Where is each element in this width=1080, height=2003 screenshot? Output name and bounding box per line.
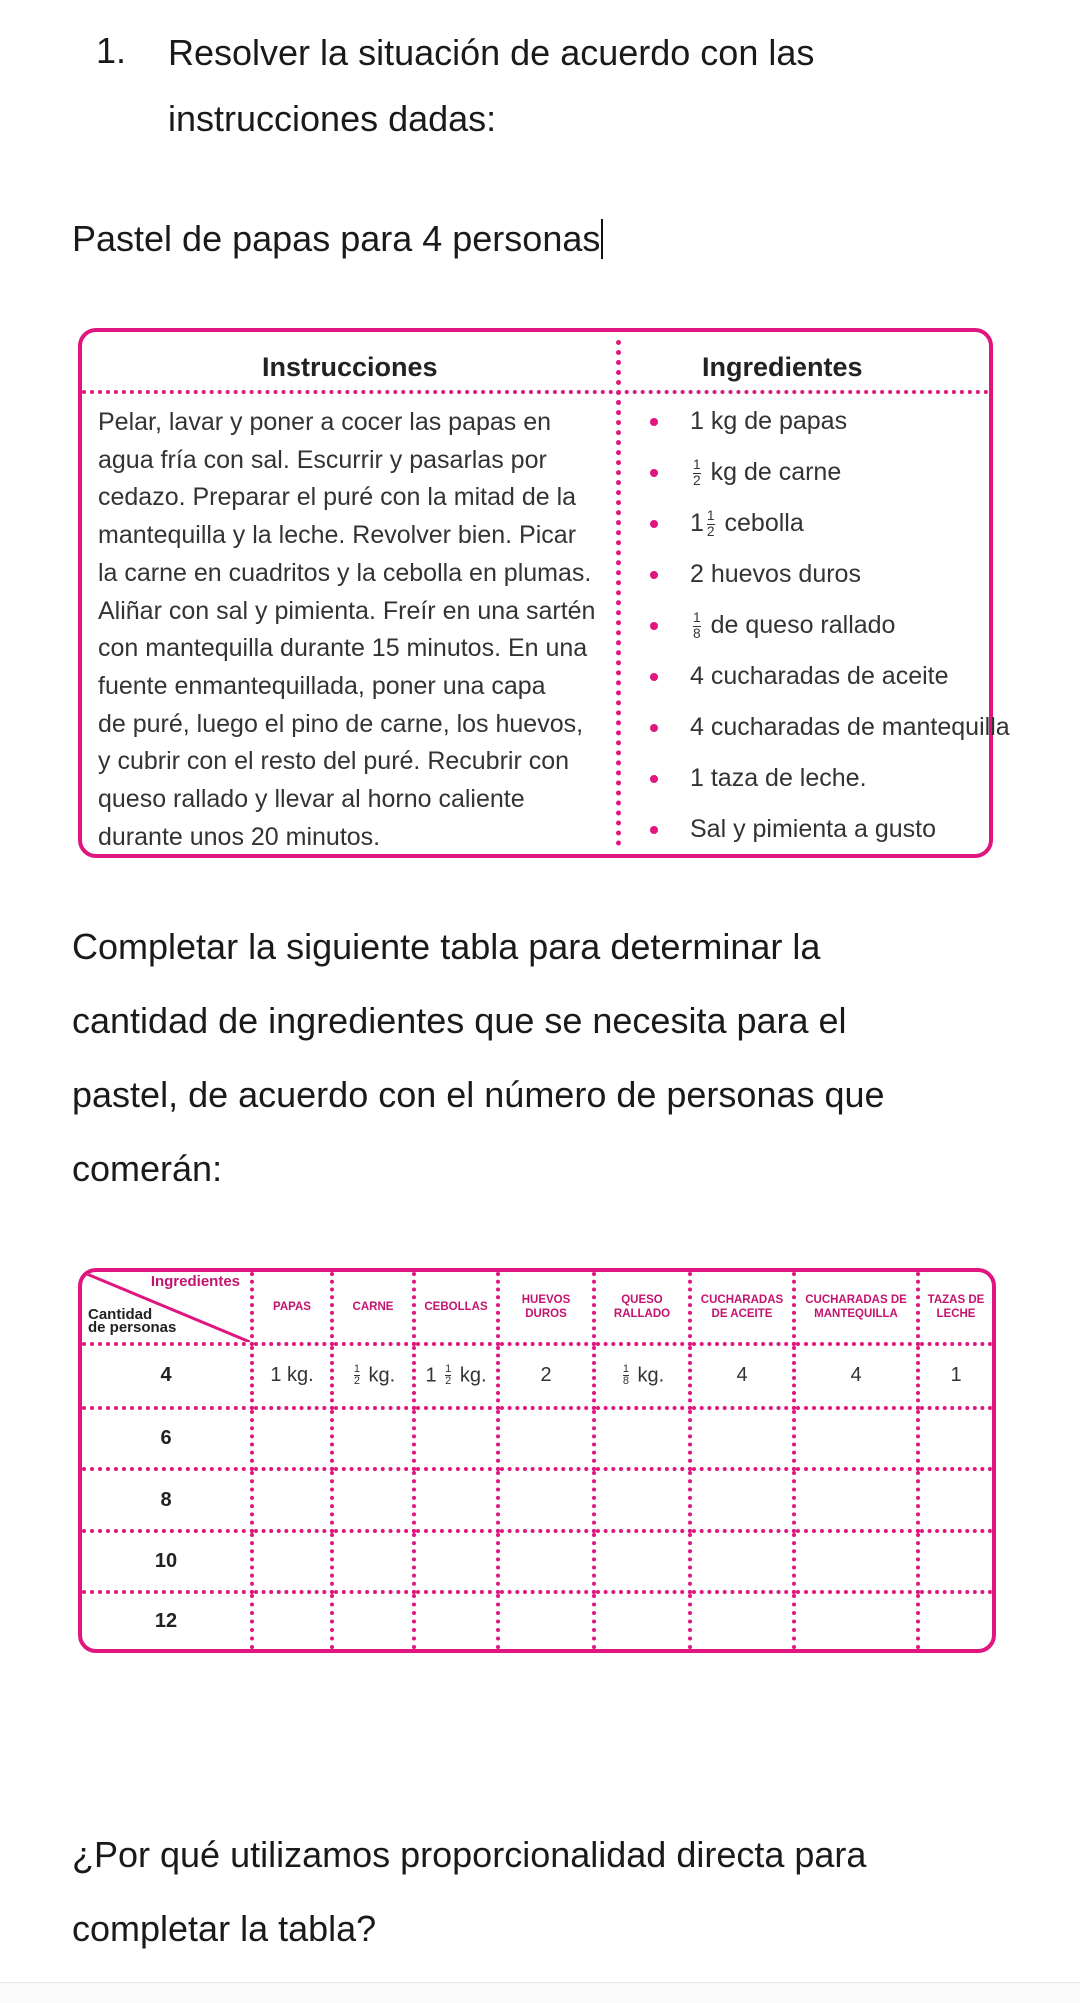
value-text: 2 huevos duros <box>690 560 861 588</box>
fraction-denominator: 8 <box>693 625 701 641</box>
value-text: 1 kg. <box>270 1364 314 1387</box>
fraction-denominator: 2 <box>445 1375 452 1388</box>
empty-answer-cell[interactable] <box>498 1408 594 1469</box>
people-count-cell: 6 <box>82 1408 252 1469</box>
value-unit: kg. <box>454 1364 487 1387</box>
paragraph-line: comerán: <box>72 1148 223 1189</box>
corner-ingredients-label: Ingredientes <box>150 1273 240 1290</box>
quantity-cell <box>332 1344 414 1408</box>
value-unit: kg. <box>362 1364 396 1387</box>
fraction-numerator: 1 <box>353 1362 360 1375</box>
value-text: 1 taza de leche. <box>690 764 867 792</box>
empty-answer-cell[interactable] <box>918 1531 992 1592</box>
value-unit: kg de carne <box>703 458 842 486</box>
table-corner-cell <box>82 1272 252 1344</box>
empty-answer-cell[interactable] <box>414 1531 498 1592</box>
empty-answer-cell[interactable] <box>690 1531 794 1592</box>
empty-answer-cell[interactable] <box>594 1592 690 1649</box>
ingredient-item <box>642 804 1010 855</box>
empty-answer-cell[interactable] <box>690 1408 794 1469</box>
instruction-line: Aliñar con sal y pimienta. Freír en una sartén <box>98 596 596 625</box>
recipe-title-text: Pastel de papas para 4 personas <box>72 218 601 259</box>
empty-answer-cell[interactable] <box>498 1469 594 1530</box>
empty-answer-cell[interactable] <box>414 1469 498 1530</box>
people-count-cell: 12 <box>82 1592 252 1649</box>
empty-answer-cell[interactable] <box>332 1592 414 1649</box>
quantity-cell <box>252 1344 332 1408</box>
ingredient-item <box>642 549 1010 600</box>
fraction <box>623 1364 629 1388</box>
page-bottom-edge <box>0 1982 1080 2003</box>
instruction-line: agua fría con sal. Escurrir y pasarlas por <box>98 445 547 474</box>
fraction-numerator: 1 <box>706 508 715 524</box>
people-count-cell: 10 <box>82 1531 252 1592</box>
value-text: 1 kg de papas <box>690 407 848 435</box>
value-unit: kg. <box>631 1364 665 1387</box>
empty-answer-cell[interactable] <box>918 1408 992 1469</box>
fraction <box>354 1364 360 1388</box>
column-header-line: CUCHARADAS <box>700 1294 784 1306</box>
empty-answer-cell[interactable] <box>794 1469 918 1530</box>
empty-answer-cell[interactable] <box>918 1469 992 1530</box>
column-header-line: TAZAS DE <box>927 1294 985 1306</box>
ingredient-item <box>642 753 1010 804</box>
quantity-cell <box>414 1344 498 1408</box>
column-header-line: LECHE <box>936 1308 976 1320</box>
quantity-cell <box>498 1344 594 1408</box>
question-number: 1. <box>96 30 127 71</box>
value-text: 4 <box>736 1364 748 1387</box>
column-header-line: DE ACEITE <box>711 1308 773 1320</box>
header-divider <box>82 390 989 394</box>
empty-answer-cell[interactable] <box>794 1531 918 1592</box>
fraction-numerator: 1 <box>445 1362 452 1375</box>
instruction-line: queso rallado y llevar al horno caliente <box>98 785 525 814</box>
question-line-1: Resolver la situación de acuerdo con las <box>168 32 815 73</box>
ingredient-item <box>642 498 1010 549</box>
fraction <box>693 458 701 488</box>
instruction-line: cedazo. Preparar el puré con la mitad de la <box>98 483 577 512</box>
column-header <box>332 1272 414 1344</box>
table-row <box>82 1592 992 1649</box>
empty-answer-cell[interactable] <box>252 1531 332 1592</box>
column-header-line: QUESO <box>621 1294 663 1306</box>
paragraph-line: cantidad de ingredientes que se necesita para el <box>72 1000 847 1041</box>
instruction-line: la carne en cuadritos y la cebolla en plumas. <box>98 558 592 587</box>
empty-answer-cell[interactable] <box>252 1408 332 1469</box>
empty-answer-cell[interactable] <box>594 1408 690 1469</box>
column-header-line: PAPAS <box>273 1301 311 1313</box>
ingredient-item <box>642 396 1010 447</box>
value-text: 4 cucharadas de mantequilla <box>690 713 1010 741</box>
value-unit: cebolla <box>717 509 804 537</box>
value-text: 4 <box>850 1364 862 1387</box>
recipe-box <box>78 328 1010 858</box>
value-text: 2 <box>540 1364 552 1387</box>
instructions-header: Instrucciones <box>262 352 438 382</box>
empty-answer-cell[interactable] <box>252 1469 332 1530</box>
empty-answer-cell[interactable] <box>414 1592 498 1649</box>
question-line-2: instrucciones dadas: <box>168 98 497 139</box>
fraction-numerator: 1 <box>622 1362 629 1375</box>
proportion-table <box>78 1268 996 1653</box>
instruction-line: y cubrir con el resto del puré. Recubrir con <box>98 747 570 776</box>
empty-answer-cell[interactable] <box>690 1592 794 1649</box>
instruction-line: con mantequilla durante 15 minutos. En una <box>98 634 588 663</box>
people-count-cell: 8 <box>82 1469 252 1530</box>
column-header-line: CARNE <box>352 1301 394 1313</box>
fraction-denominator: 2 <box>353 1375 360 1388</box>
instructions-text <box>98 404 608 856</box>
quantity-cell <box>918 1344 992 1408</box>
instruction-line: Pelar, lavar y poner a cocer las papas en <box>98 408 552 436</box>
column-header <box>414 1272 498 1344</box>
fraction-numerator: 1 <box>693 457 701 473</box>
instruction-line: durante unos 20 minutos. <box>98 822 381 851</box>
column-header-line: CEBOLLAS <box>424 1301 488 1313</box>
fraction <box>445 1364 451 1388</box>
fraction <box>693 611 701 641</box>
empty-answer-cell[interactable] <box>332 1531 414 1592</box>
fraction-denominator: 2 <box>693 472 701 488</box>
table-row <box>82 1531 992 1592</box>
column-header <box>252 1272 332 1344</box>
ingredients-list <box>642 396 1010 855</box>
value-text: 1 <box>950 1364 962 1387</box>
value-unit: de queso rallado <box>703 611 896 639</box>
ingredient-item <box>642 702 1010 753</box>
value-text: 4 cucharadas de aceite <box>690 662 949 690</box>
final-question-line: completar la tabla? <box>72 1908 377 1949</box>
ingredient-item <box>642 651 1010 702</box>
empty-answer-cell[interactable] <box>918 1592 992 1649</box>
column-divider <box>616 340 621 846</box>
instruction-line: mantequilla y la leche. Revolver bien. Picar <box>98 521 577 550</box>
column-header <box>794 1272 918 1344</box>
corner-people-label <box>88 1308 176 1334</box>
empty-answer-cell[interactable] <box>690 1469 794 1530</box>
text-cursor <box>601 219 603 259</box>
table-row <box>82 1344 992 1408</box>
ingredients-header: Ingredientes <box>702 352 863 382</box>
empty-answer-cell[interactable] <box>498 1592 594 1649</box>
column-header <box>918 1272 992 1344</box>
column-header-line: RALLADO <box>613 1308 671 1320</box>
value-text: 1 <box>425 1364 443 1387</box>
quantity-cell <box>594 1344 690 1408</box>
recipe-title[interactable] <box>72 216 603 262</box>
value-text: Sal y pimienta a gusto <box>690 815 936 843</box>
paragraph-line: pastel, de acuerdo con el número de personas que <box>72 1074 885 1115</box>
column-header-line: CUCHARADAS DE <box>805 1294 907 1306</box>
column-header <box>594 1272 690 1344</box>
empty-answer-cell[interactable] <box>794 1408 918 1469</box>
fraction-denominator: 8 <box>622 1375 629 1388</box>
ingredient-item <box>642 600 1010 651</box>
empty-answer-cell[interactable] <box>594 1531 690 1592</box>
column-header-line: HUEVOS <box>521 1294 571 1306</box>
people-count-cell: 4 <box>82 1344 252 1408</box>
empty-answer-cell[interactable] <box>498 1531 594 1592</box>
empty-answer-cell[interactable] <box>332 1469 414 1530</box>
empty-answer-cell[interactable] <box>414 1408 498 1469</box>
quantity-cell <box>794 1344 918 1408</box>
corner-people-line-1: Cantidad <box>88 1306 153 1323</box>
ingredient-item <box>642 447 1010 498</box>
table-row <box>82 1469 992 1530</box>
empty-answer-cell[interactable] <box>594 1469 690 1530</box>
table-row <box>82 1408 992 1469</box>
instruction-line: de puré, luego el pino de carne, los huevos, <box>98 709 584 738</box>
paragraph-line: Completar la siguiente tabla para determinar la <box>72 926 821 967</box>
column-header-line: MANTEQUILLA <box>814 1308 898 1320</box>
final-question-line: ¿Por qué utilizamos proporcionalidad directa para <box>72 1834 867 1875</box>
fraction-numerator: 1 <box>693 610 701 626</box>
empty-answer-cell[interactable] <box>332 1408 414 1469</box>
column-header-line: DUROS <box>525 1308 567 1320</box>
value-text: 1 <box>690 509 704 537</box>
fraction-denominator: 2 <box>706 523 715 539</box>
column-header <box>690 1272 794 1344</box>
instruction-line: fuente enmantequillada, poner una capa <box>98 671 546 700</box>
empty-answer-cell[interactable] <box>252 1592 332 1649</box>
column-header <box>498 1272 594 1344</box>
quantity-cell <box>690 1344 794 1408</box>
empty-answer-cell[interactable] <box>794 1592 918 1649</box>
fraction <box>707 509 715 539</box>
corner-people-line-2: de personas <box>88 1319 177 1336</box>
